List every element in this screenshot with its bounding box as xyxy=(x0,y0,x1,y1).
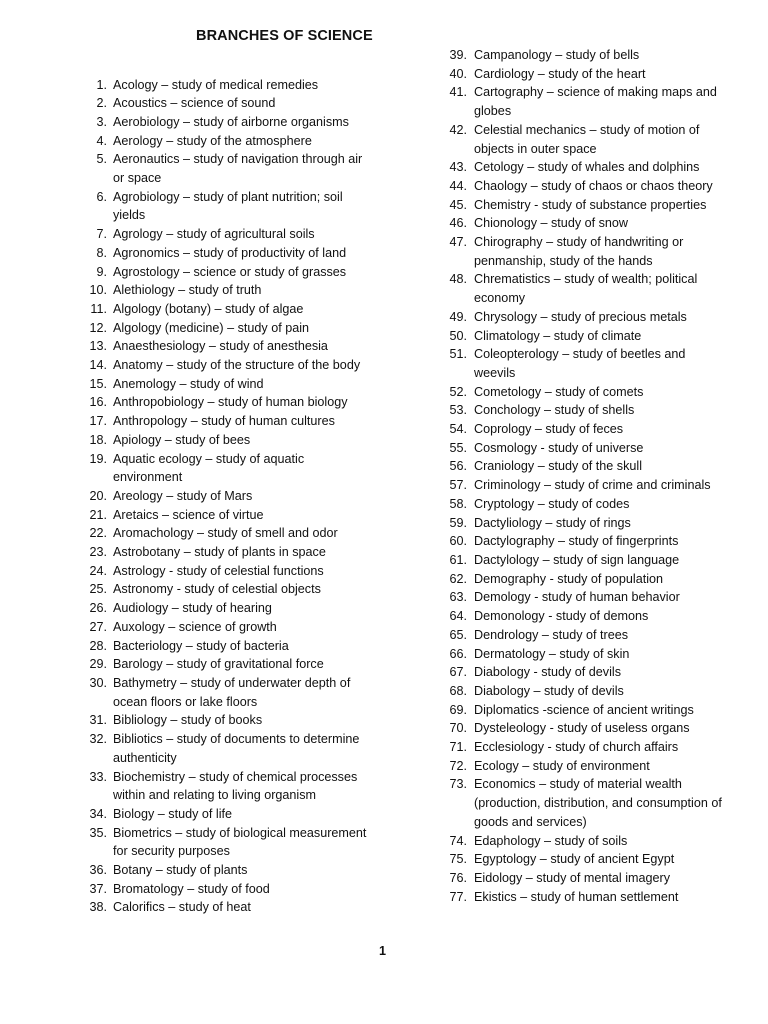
item-number: 44. xyxy=(449,178,467,193)
item-number: 49. xyxy=(449,309,467,324)
item-number: 18. xyxy=(89,432,107,447)
item-number: 59. xyxy=(449,515,467,530)
item-text: Astronomy - study of celestial objects xyxy=(113,582,321,597)
list-item xyxy=(0,457,768,476)
item-text: Acology – study of medical remedies xyxy=(113,77,319,92)
item-number: 74. xyxy=(449,833,467,848)
item-number: 56. xyxy=(449,459,467,474)
list-item xyxy=(0,682,768,701)
item-text: Demology - study of human behavior xyxy=(474,590,680,605)
item-number: 29. xyxy=(89,657,107,672)
item-text: Audiology – study of hearing xyxy=(113,601,272,616)
list-item xyxy=(0,158,768,177)
item-number: 34. xyxy=(89,806,107,821)
item-number: 67. xyxy=(449,665,467,680)
item-text: Agronomics – study of productivity of land xyxy=(113,245,347,260)
item-text: Anthropobiology – study of human biology xyxy=(113,395,348,410)
item-text: Ecology – study of environment xyxy=(474,758,650,773)
item-number: 4. xyxy=(96,133,107,148)
item-number: 77. xyxy=(449,889,467,904)
item-number: 46. xyxy=(449,216,467,231)
item-text: Coleopterology – study of beetles and weevils xyxy=(474,347,686,380)
item-text: Cryptology – study of codes xyxy=(474,496,630,511)
item-number: 28. xyxy=(89,638,107,653)
item-text: Cetology – study of whales and dolphins xyxy=(474,160,700,175)
item-number: 50. xyxy=(449,328,467,343)
item-number: 31. xyxy=(89,713,107,728)
list-item xyxy=(0,645,768,664)
item-number: 19. xyxy=(89,451,107,466)
list-item xyxy=(0,850,768,869)
item-number: 13. xyxy=(89,339,107,354)
item-number: 12. xyxy=(89,320,107,335)
item-text: Biology – study of life xyxy=(113,806,233,821)
item-text: Climatology – study of climate xyxy=(474,328,642,343)
item-text: Bibliotics – study of documents to determine authenticity xyxy=(113,732,360,765)
item-text: Algology (medicine) – study of pain xyxy=(113,320,310,335)
item-number: 6. xyxy=(96,189,107,204)
item-text: Ecclesiology - study of church affairs xyxy=(474,740,679,755)
list-item xyxy=(0,270,768,307)
item-text: Cardiology – study of the heart xyxy=(474,66,646,81)
list-item xyxy=(0,551,768,570)
item-number: 73. xyxy=(449,777,467,792)
item-text: Bibliology – study of books xyxy=(113,713,263,728)
item-number: 72. xyxy=(449,758,467,773)
item-number: 23. xyxy=(89,545,107,560)
item-text: Edaphology – study of soils xyxy=(474,833,628,848)
item-number: 58. xyxy=(449,496,467,511)
item-text: Aeronautics – study of navigation through air or space xyxy=(113,152,363,186)
item-number: 47. xyxy=(449,235,467,250)
item-text: Cometology – study of comets xyxy=(474,384,644,399)
list-item xyxy=(0,757,768,776)
item-number: 53. xyxy=(449,403,467,418)
item-number: 37. xyxy=(89,881,107,896)
item-number: 15. xyxy=(89,376,107,391)
item-text: Chionology – study of snow xyxy=(474,216,629,231)
list-item xyxy=(0,177,768,196)
item-text: Anemology – study of wind xyxy=(113,376,264,391)
item-number: 32. xyxy=(89,732,107,747)
item-number: 45. xyxy=(449,197,467,212)
item-number: 11. xyxy=(90,301,107,316)
item-text: Diplomatics -science of ancient writings xyxy=(474,702,694,717)
item-text: Diabology – study of devils xyxy=(474,683,624,698)
item-text: Criminology – study of crime and criminals xyxy=(474,478,711,493)
list-item xyxy=(0,327,768,346)
list-item xyxy=(0,233,768,270)
item-text: Eidology – study of mental imagery xyxy=(474,870,671,885)
item-text: Algology (botany) – study of algae xyxy=(113,301,304,316)
item-number: 22. xyxy=(89,526,107,541)
item-number: 57. xyxy=(449,478,467,493)
list-item xyxy=(0,420,768,439)
item-text: Aerology – study of the atmosphere xyxy=(113,133,312,148)
item-number: 36. xyxy=(89,863,107,878)
item-number: 54. xyxy=(449,422,467,437)
item-text: Dactyliology – study of rings xyxy=(474,515,631,530)
list-item xyxy=(0,439,768,458)
item-text: Bacteriology – study of bacteria xyxy=(113,638,289,653)
page-number: 1 xyxy=(379,944,387,958)
item-number: 7. xyxy=(96,227,107,242)
item-text: Conchology – study of shells xyxy=(474,403,635,418)
item-number: 55. xyxy=(449,440,467,455)
item-number: 43. xyxy=(449,160,467,175)
item-text: Dermatology – study of skin xyxy=(474,646,630,661)
item-number: 1. xyxy=(96,77,107,92)
item-text: Chrysology – study of precious metals xyxy=(474,309,687,324)
item-text: Aquatic ecology – study of aquatic environment xyxy=(113,451,305,485)
list-item xyxy=(0,214,768,233)
item-number: 69. xyxy=(449,702,467,717)
item-text: Anaesthesiology – study of anesthesia xyxy=(113,339,328,354)
item-text: Bathymetry – study of underwater depth of ocean floors or lake floors xyxy=(113,676,351,709)
item-text: Agrology – study of agricultural soils xyxy=(113,227,315,242)
item-number: 51. xyxy=(449,347,467,362)
item-text: Cosmology - study of universe xyxy=(474,440,644,455)
list-item xyxy=(0,532,768,551)
item-text: Chemistry - study of substance properties xyxy=(474,197,707,212)
item-text: Dactylology – study of sign language xyxy=(474,552,680,567)
right-column-list xyxy=(0,46,768,906)
item-number: 35. xyxy=(89,825,107,840)
item-number: 26. xyxy=(89,601,107,616)
item-number: 24. xyxy=(89,563,107,578)
item-text: Dendrology – study of trees xyxy=(474,627,629,642)
item-text: Demography - study of population xyxy=(474,571,664,586)
item-text: Acoustics – science of sound xyxy=(113,96,276,111)
item-text: Alethiology – study of truth xyxy=(113,283,262,298)
list-item xyxy=(0,83,768,120)
list-item xyxy=(0,663,768,682)
item-number: 76. xyxy=(449,870,467,885)
item-number: 52. xyxy=(449,384,467,399)
item-number: 5. xyxy=(96,152,107,167)
list-item xyxy=(0,719,768,738)
list-item xyxy=(0,196,768,215)
item-number: 39. xyxy=(449,48,467,62)
item-number: 38. xyxy=(89,900,107,915)
item-number: 20. xyxy=(89,488,107,503)
item-text: Diabology - study of devils xyxy=(474,665,621,680)
item-text: Areology – study of Mars xyxy=(113,488,253,503)
list-item xyxy=(0,345,768,382)
item-text: Dactylography – study of fingerprints xyxy=(474,534,679,549)
item-number: 2. xyxy=(96,96,107,111)
item-number: 9. xyxy=(96,264,107,279)
list-item xyxy=(0,401,768,420)
item-number: 8. xyxy=(96,245,107,260)
list-item xyxy=(0,308,768,327)
item-text: Economics – study of material wealth (production, distribution, and consumption of goods and services) xyxy=(474,777,722,829)
list-item xyxy=(0,701,768,720)
item-text: Agrobiology – study of plant nutrition; soil yields xyxy=(113,189,343,223)
item-number: 33. xyxy=(89,769,107,784)
item-number: 66. xyxy=(449,646,467,661)
item-number: 14. xyxy=(89,358,107,373)
item-number: 62. xyxy=(449,571,467,586)
list-item xyxy=(0,121,768,158)
list-item xyxy=(0,607,768,626)
item-text: Campanology – study of bells xyxy=(474,48,640,62)
item-text: Astrobotany – study of plants in space xyxy=(113,545,326,560)
item-number: 71. xyxy=(449,740,467,755)
item-number: 10. xyxy=(89,283,107,298)
list-item xyxy=(0,514,768,533)
list-item xyxy=(0,738,768,757)
item-number: 65. xyxy=(449,627,467,642)
list-item xyxy=(0,626,768,645)
list-item xyxy=(0,495,768,514)
item-text: Aromachology – study of smell and odor xyxy=(113,526,338,541)
page-title: BRANCHES OF SCIENCE xyxy=(196,28,373,44)
item-number: 75. xyxy=(449,852,467,867)
item-number: 48. xyxy=(449,272,467,287)
item-text: Egyptology – study of ancient Egypt xyxy=(474,852,675,867)
list-item xyxy=(0,588,768,607)
item-number: 21. xyxy=(89,507,107,522)
item-number: 41. xyxy=(449,85,467,100)
list-item xyxy=(0,383,768,402)
item-text: Agrostology – science or study of grasses xyxy=(113,264,347,279)
item-text: Craniology – study of the skull xyxy=(474,459,643,474)
item-text: Chirography – study of handwriting or penmanship, study of the hands xyxy=(474,235,684,268)
item-text: Biometrics – study of biological measurement for security purposes xyxy=(113,825,367,859)
item-number: 25. xyxy=(89,582,107,597)
list-item xyxy=(0,888,768,907)
item-text: Astrology - study of celestial functions xyxy=(113,563,324,578)
item-number: 61. xyxy=(449,552,467,567)
item-text: Ekistics – study of human settlement xyxy=(474,889,679,904)
item-text: Celestial mechanics – study of motion of objects in outer space xyxy=(474,122,700,156)
item-text: Auxology – science of growth xyxy=(113,619,277,634)
list-item xyxy=(0,570,768,589)
item-number: 3. xyxy=(96,114,107,129)
item-text: Coprology – study of feces xyxy=(474,422,624,437)
item-text: Apiology – study of bees xyxy=(113,432,251,447)
item-text: Bromatology – study of food xyxy=(113,881,270,896)
item-number: 70. xyxy=(449,721,467,736)
item-text: Calorifics – study of heat xyxy=(113,900,251,915)
item-text: Chrematistics – study of wealth; political economy xyxy=(474,272,698,306)
item-text: Demonology - study of demons xyxy=(474,609,649,624)
item-text: Aretaics – science of virtue xyxy=(113,507,264,522)
item-text: Dysteleology - study of useless organs xyxy=(474,721,690,736)
list-item xyxy=(0,869,768,888)
item-number: 68. xyxy=(449,683,467,698)
item-number: 63. xyxy=(449,590,467,605)
item-text: Barology – study of gravitational force xyxy=(113,657,324,672)
item-text: Biochemistry – study of chemical processes within and relating to living organism xyxy=(113,769,358,803)
item-text: Botany – study of plants xyxy=(113,863,248,878)
item-number: 27. xyxy=(89,619,107,634)
item-text: Cartography – science of making maps and globes xyxy=(474,85,717,119)
list-item xyxy=(0,46,768,65)
item-number: 17. xyxy=(89,414,107,429)
item-number: 64. xyxy=(449,609,467,624)
item-text: Anatomy – study of the structure of the body xyxy=(113,358,361,373)
item-text: Aerobiology – study of airborne organisms xyxy=(113,114,349,129)
item-text: Anthropology – study of human cultures xyxy=(113,414,335,429)
item-number: 16. xyxy=(89,395,107,410)
item-number: 30. xyxy=(89,676,107,690)
item-number: 42. xyxy=(449,122,467,137)
item-number: 40. xyxy=(449,66,467,81)
list-item xyxy=(0,476,768,495)
list-item xyxy=(0,65,768,84)
item-number: 60. xyxy=(449,534,467,549)
list-item xyxy=(0,832,768,851)
item-text: Chaology – study of chaos or chaos theory xyxy=(474,178,713,193)
list-item xyxy=(0,775,768,831)
